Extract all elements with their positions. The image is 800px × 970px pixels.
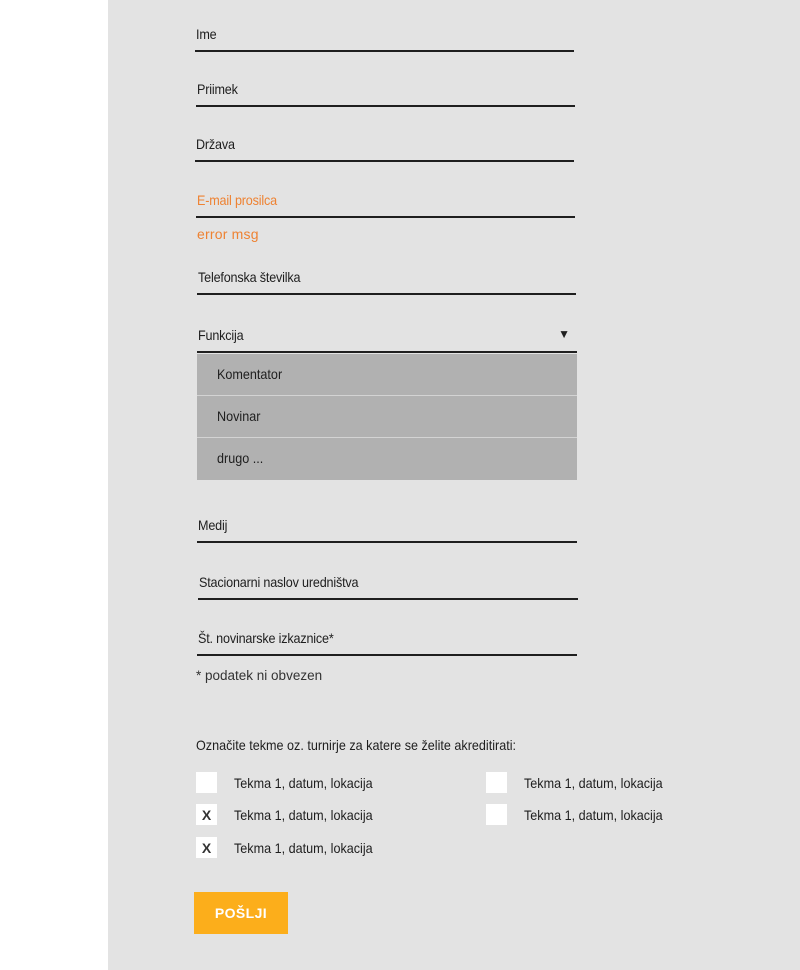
checkbox-box[interactable] — [486, 804, 507, 825]
match-checkbox-5[interactable] — [196, 837, 388, 858]
checkbox-label: Tekma 1, datum, lokacija — [524, 806, 663, 823]
dropdown-option-komentator[interactable]: Komentator — [197, 354, 577, 396]
function-select[interactable] — [197, 321, 577, 353]
checkbox-label: Tekma 1, datum, lokacija — [234, 774, 373, 791]
last-name-label: Priimek — [197, 81, 238, 97]
first-name-field[interactable] — [195, 20, 574, 52]
checkbox-label: Tekma 1, datum, lokacija — [234, 806, 373, 823]
function-select-label: Funkcija — [198, 327, 244, 343]
editorial-address-label: Stacionarni naslov uredništva — [199, 574, 359, 590]
checkbox-box[interactable] — [486, 772, 507, 793]
checkbox-box[interactable] — [196, 772, 217, 793]
match-checkbox-2[interactable] — [486, 772, 678, 793]
phone-label: Telefonska številka — [198, 269, 301, 285]
optional-field-note: * podatek ni obvezen — [196, 668, 323, 683]
email-field[interactable] — [196, 186, 575, 218]
submit-button[interactable]: POŠLJI — [194, 892, 288, 934]
dropdown-option-novinar[interactable]: Novinar — [197, 396, 577, 438]
media-label: Medij — [198, 517, 228, 533]
media-field[interactable] — [197, 511, 577, 543]
country-label: Država — [196, 136, 235, 152]
function-dropdown-list — [197, 354, 577, 480]
press-card-number-label: Št. novinarske izkaznice* — [198, 630, 334, 646]
match-checkbox-1[interactable] — [196, 772, 388, 793]
last-name-field[interactable] — [196, 75, 575, 107]
caret-down-icon: ▼ — [558, 327, 570, 341]
email-error-message: error msg — [197, 226, 259, 242]
first-name-label: Ime — [196, 26, 217, 42]
phone-field[interactable] — [197, 263, 576, 295]
press-card-number-field[interactable] — [197, 624, 577, 656]
email-label: E-mail prosilca — [197, 192, 277, 208]
matches-prompt: Označite tekme oz. turnirje za katere se želite akreditirati: — [196, 737, 517, 753]
checkbox-box-checked[interactable]: X — [196, 804, 217, 825]
match-checkbox-4[interactable] — [486, 804, 678, 825]
match-checkbox-3[interactable] — [196, 804, 388, 825]
checkbox-box-checked[interactable]: X — [196, 837, 217, 858]
dropdown-option-drugo[interactable]: drugo ... — [217, 450, 264, 466]
editorial-address-field[interactable] — [198, 568, 578, 600]
country-field[interactable] — [195, 130, 574, 162]
checkbox-label: Tekma 1, datum, lokacija — [524, 774, 663, 791]
checkbox-label: Tekma 1, datum, lokacija — [234, 839, 373, 856]
